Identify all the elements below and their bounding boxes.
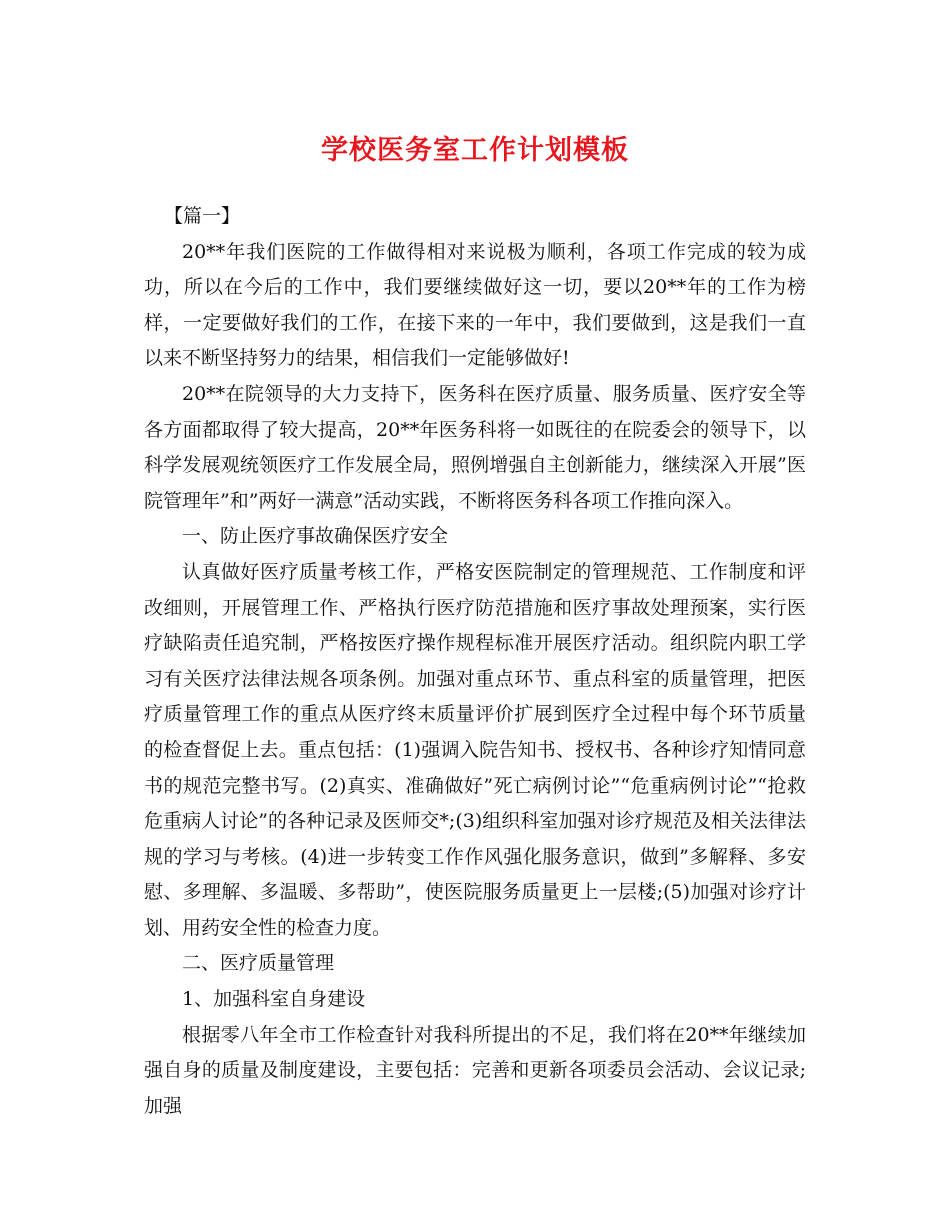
paragraph-intro: 20**年我们医院的工作做得相对来说极为顺利，各项工作完成的较为成功，所以在今后的工作中，我们要继续做好这一切，要以20**年的工作为榜样，一定要做好我们的工作，在接下来的一年中，我们要做到，这是我们一直以来不断坚持努力的结果，相信我们一定能够做好! (144, 240, 806, 370)
document-body (144, 199, 806, 1124)
document-title: 学校医务室工作计划模板 (321, 135, 629, 166)
paragraph-self-construction: 根据零八年全市工作检查针对我科所提出的不足，我们将在20**年继续加强自身的质量及制度建设，主要包括：完善和更新各项委员会活动、会议记录;加强 (144, 1023, 806, 1117)
heading-section-two: 二、医疗质量管理 (182, 952, 335, 975)
section-label-part-one: 【篇一】 (164, 205, 241, 227)
heading-subsection-one: 1、加强科室自身建设 (182, 988, 366, 1011)
paragraph-safety-measures: 认真做好医疗质量考核工作，严格安医院制定的管理规范、工作制度和评改细则，开展管理工作、严格执行医疗防范措施和医疗事故处理预案，实行医疗缺陷责任追究制，严格按医疗操作规程标准开展医疗活动。组织院内职工学习有关医疗法律法规各项条例。加强对重点环节、重点科室的质量管理，把医疗质量管理工作的重点从医疗终末质量评价扩展到医疗全过程中每个环节质量的检查督促上去。重点包括：(1)强调入院告知书、授权书、各种诊疗知情同意书的规范完整书写。(2)真实、准确做好”死亡病例讨论”“危重病例讨论”“抢救危重病人讨论”的各种记录及医师交*;(3)组织科室加强对诊疗规范及相关法律法规的学习与考核。(4)进一步转变工作作风强化服务意识，做到”多解释、多安慰、多理解、多温暖、多帮助”，使医院服务质量更上一层楼;(5)加强对诊疗计划、用药安全性的检查力度。 (144, 560, 806, 939)
paragraph-overview: 20**在院领导的大力支持下，医务科在医疗质量、服务质量、医疗安全等各方面都取得了较大提高，20**年医务科将一如既往的在院委会的领导下，以科学发展观统领医疗工作发展全局，照例增强自主创新能力，继续深入开展”医院管理年”和”两好一满意”活动实践，不断将医务科各项工作推向深入。 (144, 382, 806, 512)
heading-section-one: 一、防止医疗事故确保医疗安全 (182, 525, 449, 548)
